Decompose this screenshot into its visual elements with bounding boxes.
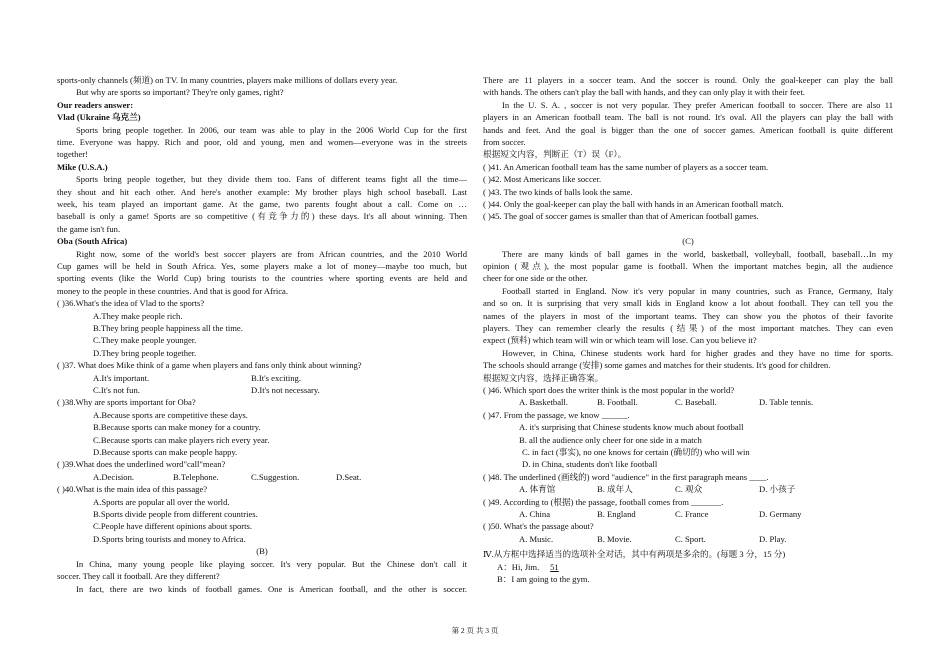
text-line: However, in China, Chinese students work hard for higher grades and they have no time for sports.: [502, 347, 893, 358]
text-line: from soccer.: [483, 136, 526, 147]
text-line: with hands. The others can't play the ball with hands, and they can only play it with their feet.: [483, 87, 805, 98]
left-column: [57, 74, 467, 595]
question-38: ( )38.Why are sports important for Oba?: [57, 397, 196, 408]
option: C. Sport.: [675, 533, 706, 544]
text-line: and so on. It is surprising that very small kids in England know a lot about football. They can tell you the: [483, 298, 893, 309]
option: C. 观众: [675, 484, 703, 495]
text-line: There are 11 players in a soccer team. And the soccer is round. Only the goal-keeper can play the ball: [483, 75, 893, 85]
question-39: ( )39.What does the underlined word"call"mean?: [57, 459, 226, 470]
text-line: Right now, some of the world's best soccer players are from African countries, and the 2010 World: [76, 248, 467, 259]
text-line: players in an American football team. The ball is not round. It's oval. All the players can play the ball with: [483, 112, 893, 123]
option: D.It's not necessary.: [251, 385, 320, 396]
option: C.It's not fun.: [93, 385, 140, 396]
question-36: ( )36.What's the idea of Vlad to the sports?: [57, 298, 205, 309]
question-40: ( )40.What is the main idea of this passage?: [57, 484, 208, 495]
text-line: the game isn't fun.: [57, 223, 121, 234]
options-row: [57, 384, 467, 396]
text-line: together!: [57, 149, 89, 160]
dialog-line-a: [483, 561, 893, 573]
text-line: time. Everyone was happy. Rich and poor, old and young, men and women—everyone was in the streets: [57, 137, 467, 148]
options-row: [483, 483, 893, 495]
option: C.Because sports can make players rich every year.: [93, 434, 270, 445]
question-50: ( )50. What's the passage about?: [483, 521, 594, 532]
text-line: Football started in England. Now it's very popular in many countries, such as France, Germany, Italy: [502, 285, 893, 296]
right-column: [483, 74, 893, 585]
reader-name-mike: Mike (U.S.A.): [57, 161, 108, 172]
option: A.It's important.: [93, 372, 150, 383]
option: C. in fact (事实), no one knows for certain (确切的) who will win: [522, 447, 750, 457]
options-row: [483, 396, 893, 408]
question-49: ( )49. According to (根据) the passage, football comes from _______.: [483, 496, 724, 507]
option: A. China: [519, 509, 551, 520]
text-line: There are many kinds of ball games in the world, basketball, volleyball, football, baseball…In my: [502, 248, 893, 259]
page-footer: 第 2 页 共 3 页: [451, 626, 499, 635]
question-37: ( )37. What does Mike think of a game when players and fans only think about winning?: [57, 360, 362, 371]
option: C. Baseball.: [675, 397, 717, 408]
question-46: ( )46. Which sport does the writer think is the most popular in the world?: [483, 384, 735, 395]
text-line: they shout and hit each other. And here's another example: My brother plays high school baseball. Last: [57, 186, 467, 197]
option: D. in China, students don't like football: [522, 459, 658, 470]
option: B. England: [597, 509, 636, 520]
option: A.They make people rich.: [93, 310, 183, 321]
text-line: expect (预料) which team will win or which team will lose. Can you believe it?: [483, 335, 757, 346]
text-line: names of the players in most of the important teams. They can show you the photos of their favorite: [483, 310, 893, 321]
text-line: In fact, there are two kinds of football games. One is American football, and the other is soccer.: [76, 583, 467, 594]
question-43: ( )43. The two kinds of balls look the same.: [483, 186, 633, 197]
option: D.Because sports can make people happy.: [93, 447, 238, 458]
text-line: soccer. They call it football. Are they different?: [57, 571, 220, 582]
options-row: [483, 508, 893, 520]
options-row: [57, 372, 467, 384]
section-b-heading: (B): [256, 546, 268, 557]
dialog-line-b: B：I am going to the gym.: [497, 574, 590, 585]
question-44: ( )44. Only the goal-keeper can play the ball with hands in an American football match.: [483, 199, 784, 209]
option: D. Play.: [759, 533, 787, 544]
question-48: ( )48. The underlined (画线的) word "audience" in the first paragraph means ____.: [483, 471, 769, 482]
text-line: Sports bring people together, but they divide them too. Fans of different teams fight all the time—: [76, 174, 467, 185]
text-line: money to the people in these countries. And that is good for Africa.: [57, 285, 289, 296]
option: B.Telephone.: [173, 471, 219, 482]
option: C. France: [675, 509, 709, 520]
text-line: But why are sports so important? They're only games, right?: [76, 87, 284, 98]
section-c-heading: (C): [682, 236, 694, 247]
text-line: hands and feet. And the goal is bigger than the one of soccer games. American football is quite different: [483, 124, 893, 135]
options-row: [57, 471, 467, 483]
text-line: sporting events (like the World Cup) bring tourists to the countries where sporting events are held and: [57, 273, 467, 284]
text-line: Sports bring people together. In 2006, our team was able to play in the 2006 World Cup for the first: [76, 124, 467, 135]
reader-name-oba: Oba (South Africa): [57, 236, 128, 247]
option: A. Basketball.: [519, 397, 568, 408]
answer-blank-51: 51: [550, 561, 559, 572]
section-iv-heading: Ⅳ.从方框中选择适当的选项补全对话，其中有两项是多余的。(每题 3 分，15 分): [483, 549, 786, 560]
option: A. Music.: [519, 533, 554, 544]
option: D. Germany: [759, 509, 802, 520]
option: B.Because sports can make money for a country.: [93, 422, 261, 433]
dialog-speaker-a: A：Hi, Jim.: [497, 561, 540, 572]
option: D.They bring people together.: [93, 347, 197, 358]
text-line: Cup games will be held in South Africa. Yes, some players make a lot of money—maybe too much, but: [57, 260, 467, 271]
text-line: cheer for one side or the other.: [483, 273, 588, 284]
tf-instruction: 根据短文内容，判断正（T）误（F）。: [483, 149, 627, 160]
option: A.Sports are popular all over the world.: [93, 496, 230, 507]
option: A.Decision.: [93, 471, 135, 482]
option: D.Seat.: [336, 471, 362, 482]
option: A. it's surprising that Chinese students know much about football: [519, 422, 744, 433]
option: C.People have different opinions about sports.: [93, 521, 253, 532]
option: A. 体育馆: [519, 484, 556, 495]
option: B. 成年人: [597, 484, 633, 495]
text-line: week, his team played an important game. At the game, two parents fought about a call. Come on …: [57, 199, 467, 209]
question-45: ( )45. The goal of soccer games is smaller than that of American football games.: [483, 211, 759, 222]
text-line: opinion (观点), the most popular game is football. When the important matches begin, all the audience: [483, 261, 893, 271]
option: B. all the audience only cheer for one side in a match: [519, 434, 702, 445]
mc-instruction: 根据短文内容，选择正确答案。: [483, 372, 604, 383]
reader-name-vlad: Vlad (Ukraine 乌克兰): [57, 112, 141, 123]
option: B.Sports divide people from different countries.: [93, 509, 258, 520]
option: C.Suggestion.: [251, 471, 300, 482]
text-line: baseball is only a game! Sports are so competitive (有竞争力的) these days. It's all about winning. Then: [57, 211, 467, 222]
option: B.They bring people happiness all the time.: [93, 322, 243, 333]
question-47: ( )47. From the passage, we know ______.: [483, 409, 630, 420]
question-41: ( )41. An American football team has the same number of players as a soccer team.: [483, 161, 769, 172]
text-line: sports-only channels (频道) on TV. In many countries, players make millions of dollars every year.: [57, 75, 398, 85]
option: D. 小孩子: [759, 484, 796, 495]
text-line: The schools should arrange (安排) some games and matches for their students. It's good for children.: [483, 360, 831, 371]
question-42: ( )42. Most Americans like soccer.: [483, 174, 602, 185]
option: D. Table tennis.: [759, 397, 814, 408]
text-line: In the U. S. A. , soccer is not very popular. They prefer American football to soccer. There are also 11: [502, 99, 893, 110]
options-row: [483, 533, 893, 545]
text-line: players. They can remember clearly the results (结果) of the most important matches. They can even: [483, 322, 893, 333]
option: B.It's exciting.: [251, 372, 302, 383]
option: D.Sports bring tourists and money to Africa.: [93, 533, 246, 544]
text-line: In China, many young people like playing soccer. It's very popular. But the Chinese don't call it: [76, 558, 467, 569]
option: A.Because sports are competitive these days.: [93, 409, 248, 420]
option: B. Football.: [597, 397, 638, 408]
readers-heading: Our readers answer:: [57, 99, 134, 110]
option: B. Movie.: [597, 533, 632, 544]
option: C.They make people younger.: [93, 335, 197, 346]
